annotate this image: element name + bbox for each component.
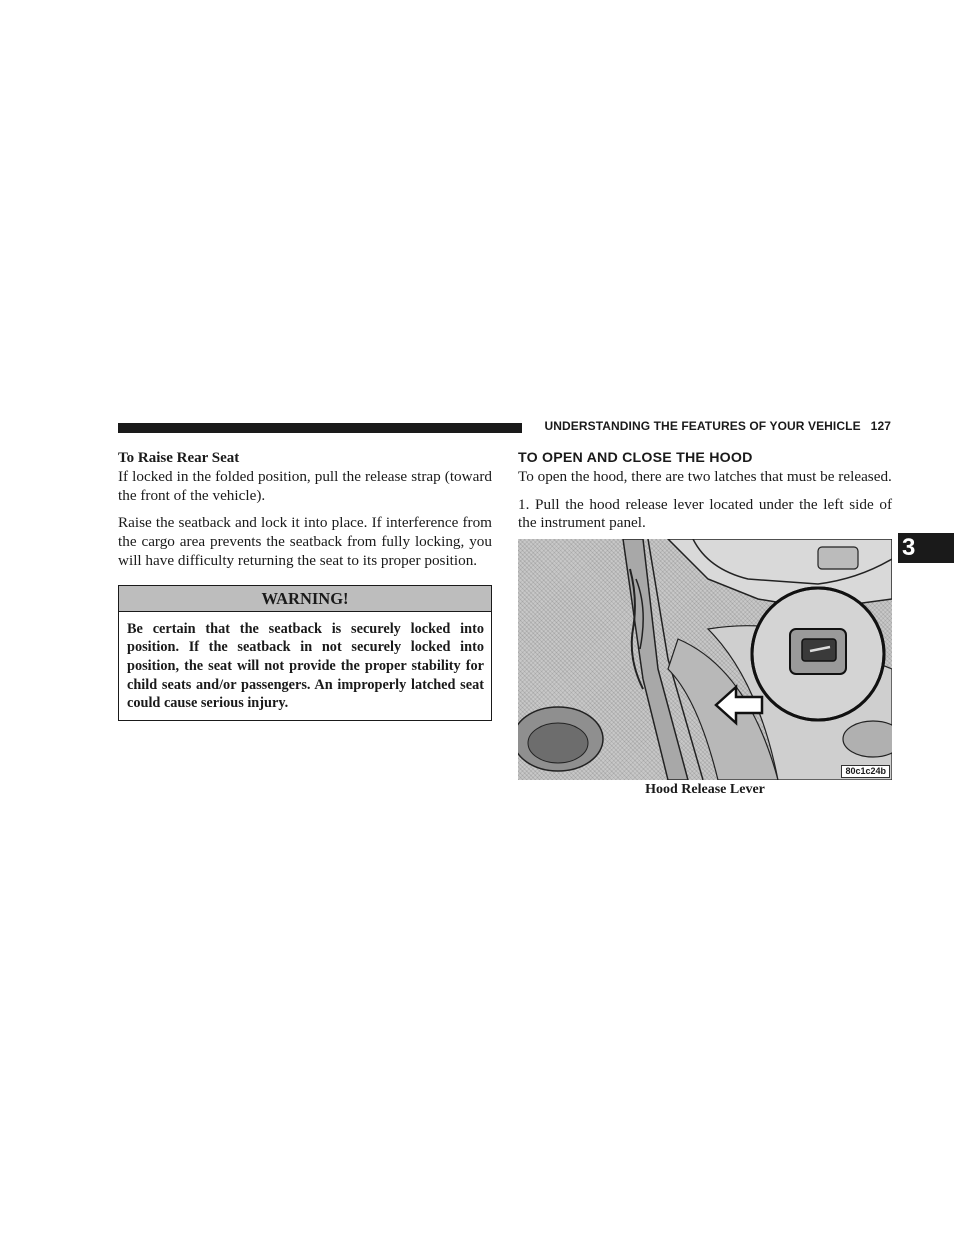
hood-release-illustration: [518, 539, 892, 780]
chapter-tab: 3: [898, 533, 954, 563]
paragraph: To open the hood, there are two latches that must be released.: [518, 467, 892, 485]
figure-caption: Hood Release Lever: [645, 782, 765, 798]
right-column: [518, 449, 892, 799]
warning-text: Be certain that the seatback is securely locked into position. If the seatback in not securely locked into position, the seat will not provide the proper stability for child seats and/or passengers. An improperly latched seat could cause serious injury.: [127, 620, 484, 712]
page-number: 127: [870, 419, 891, 433]
running-header: [531, 419, 891, 433]
warning-box: [118, 585, 492, 721]
step-1: 1. Pull the hood release lever located under the left side of the instrument panel.: [518, 495, 892, 532]
paragraph: Raise the seatback and lock it into place. If interference from the cargo area prevents the seatback from fully locking, you will have difficulty returning the seat to its proper position.: [118, 514, 492, 569]
left-column: [118, 449, 492, 721]
section-heading-hood: TO OPEN AND CLOSE THE HOOD: [518, 450, 753, 466]
figure-code: 80c1c24b: [841, 765, 890, 778]
illustration-drawing: [518, 539, 892, 780]
warning-title: WARNING!: [119, 586, 491, 612]
subheading-raise-rear-seat: To Raise Rear Seat: [118, 450, 240, 466]
section-title: UNDERSTANDING THE FEATURES OF YOUR VEHICLE: [544, 419, 861, 433]
header-rule: [118, 423, 522, 433]
paragraph: If locked in the folded position, pull the release strap (toward the front of the vehicle).: [118, 467, 492, 504]
